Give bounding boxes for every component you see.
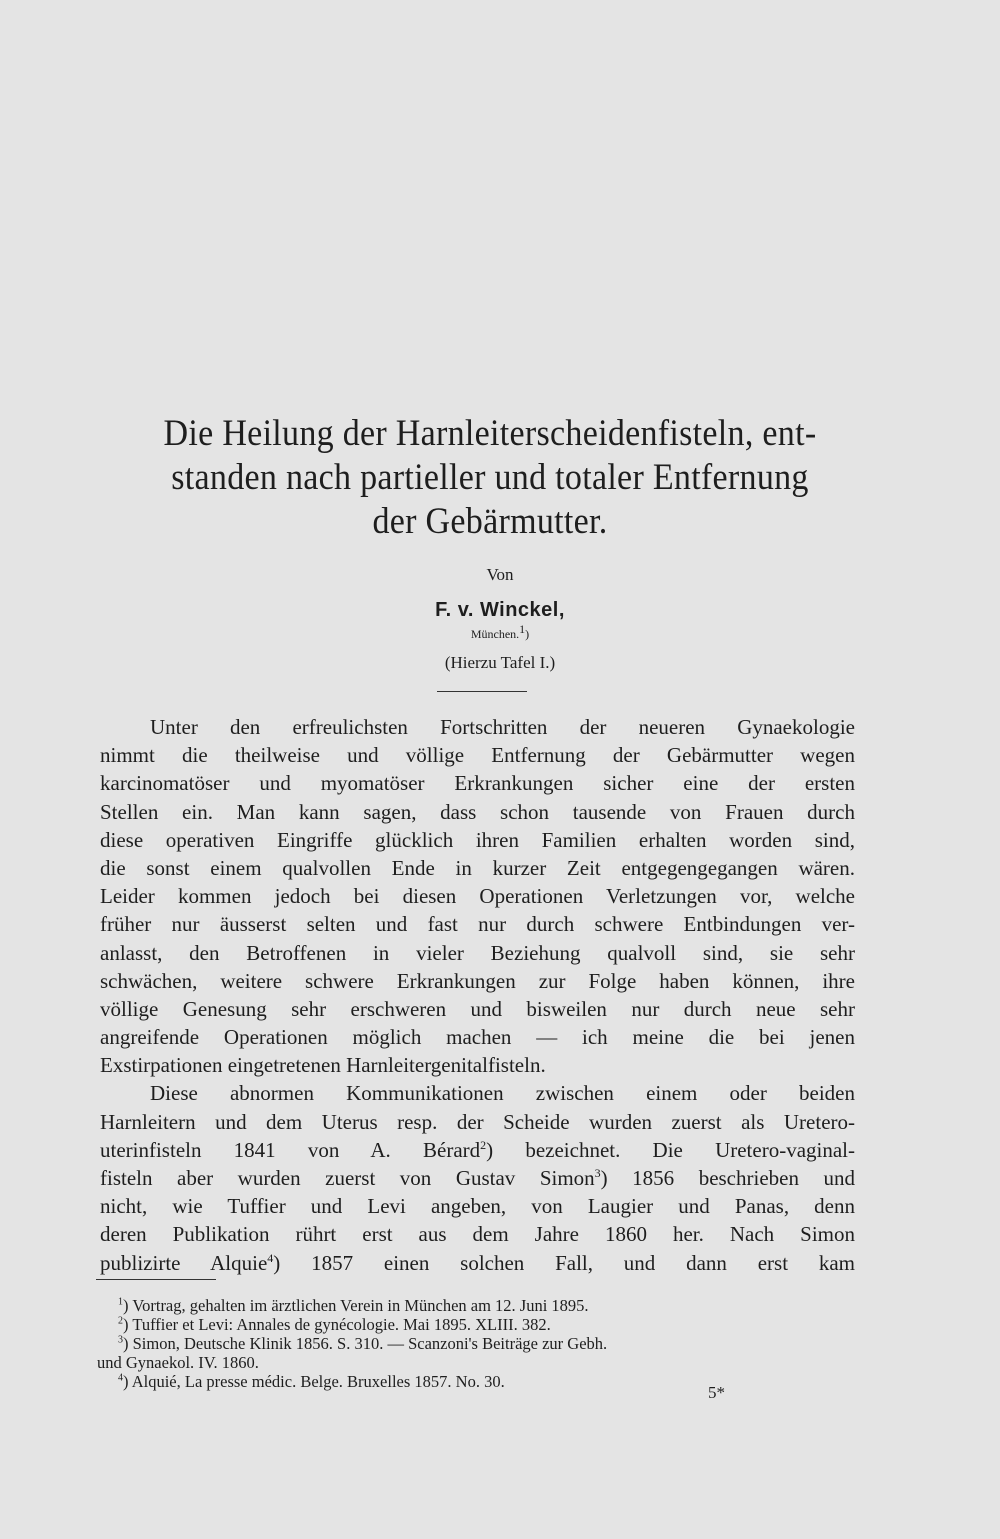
- text-segment: uterinfisteln 1841 von A. Bérard: [100, 1137, 481, 1162]
- title-line-2: standen nach partieller und totaler Entfernung: [171, 457, 809, 498]
- text-line: Diese abnormen Kommunikationen zwischen einem oder beiden: [150, 1081, 855, 1106]
- city-footnote-mark: 1: [519, 622, 526, 636]
- text-line: karcinomatöser und myomatöser Erkrankungen sicher eine der ersten: [100, 771, 855, 796]
- text-line: angreifende Operationen möglich machen — ich meine die bei jenen: [100, 1025, 855, 1050]
- text-line: [100, 1164, 855, 1192]
- title-line-1: Die Heilung der Harnleiterscheidenfisteln, ent-: [163, 413, 817, 454]
- text-segment: ) 1857 einen solchen Fall, und dann erst kam: [273, 1250, 855, 1275]
- page-number: 5*: [708, 1383, 725, 1402]
- footnote-1: [118, 1296, 858, 1315]
- title-line-3: der Gebärmutter.: [372, 501, 608, 542]
- text-segment: fisteln aber wurden zuerst von Gustav Simon: [100, 1166, 595, 1190]
- footnote-text: ) Vortrag, gehalten im ärztlichen Verein in München am 12. Juni 1895.: [123, 1296, 589, 1315]
- text-line: Exstirpationen eingetretenen Harnleitergenitalfisteln.: [100, 1053, 546, 1078]
- text-line: nimmt die theilweise und völlige Entfernung der Gebärmutter wegen: [100, 743, 855, 768]
- footnotes: [97, 1296, 858, 1391]
- footnote-ref: 4: [267, 1250, 274, 1265]
- author-city: München.$^1$): [470, 622, 530, 641]
- city-text: München.: [470, 627, 520, 641]
- text-line: früher nur äusserst selten und fast nur durch schwere Entbindungen ver-: [100, 912, 855, 937]
- title-divider: [437, 691, 527, 692]
- text-line: schwächen, weitere schwere Erkrankungen zur Folge haben können, ihre: [100, 968, 855, 993]
- footnote-text: ) Tuffier et Levi: Annales de gynécologie. Mai 1895. XLIII. 382.: [123, 1315, 551, 1334]
- text-line: Unter den erfreulichsten Fortschritten der neueren Gynaekologie: [150, 715, 855, 739]
- footnote-number: 1: [118, 1296, 123, 1308]
- byline-von: Von: [486, 565, 514, 584]
- footnote-text: ) Alquié, La presse médic. Belge. Bruxelles 1857. No. 30.: [123, 1372, 505, 1391]
- body-text: [100, 713, 855, 1277]
- footnote-3: [118, 1334, 858, 1353]
- text-segment: publizirte Alquie: [100, 1250, 268, 1275]
- footnote-number: 2: [118, 1315, 123, 1327]
- footnote-ref: 3: [594, 1166, 601, 1180]
- text-line: [100, 1136, 855, 1164]
- footnote-number: 4: [118, 1372, 123, 1384]
- text-line: Leider kommen jedoch bei diesen Operationen Verletzungen vor, welche: [100, 884, 855, 909]
- footnote-4: [118, 1372, 858, 1391]
- footnote-2: [118, 1315, 858, 1334]
- text-line: nicht, wie Tuffier und Levi angeben, von Laugier und Panas, denn: [100, 1194, 855, 1219]
- footnote-number: 3: [118, 1334, 123, 1346]
- footnote-ref: 2: [480, 1137, 487, 1152]
- footnote-divider: [96, 1279, 216, 1280]
- text-line: [100, 1249, 855, 1277]
- footnote-text: ) Simon, Deutsche Klinik 1856. S. 310. — Scanzoni's Beiträge zur Gebh.: [123, 1334, 608, 1353]
- text-line: Harnleitern und dem Uterus resp. der Scheide wurden zuerst als Uretero-: [100, 1109, 855, 1134]
- text-line: deren Publikation rührt erst aus dem Jahre 1860 her. Nach Simon: [100, 1222, 855, 1247]
- text-line: Stellen ein. Man kann sagen, dass schon tausende von Frauen durch: [100, 799, 855, 824]
- text-line: anlasst, den Betroffenen in vieler Beziehung qualvoll sind, sie sehr: [100, 940, 855, 965]
- text-segment: ) bezeichnet. Die Uretero-vaginal-: [486, 1137, 856, 1162]
- text-line: völlige Genesung sehr erschweren und bisweilen nur durch neue sehr: [100, 996, 855, 1021]
- text-line: die sonst einem qualvollen Ende in kurzer Zeit entgegengegangen wären.: [100, 855, 855, 880]
- footnote-3-continued: und Gynaekol. IV. 1860.: [97, 1353, 259, 1372]
- text-segment: ) 1856 beschrieben und: [600, 1166, 855, 1190]
- text-line: diese operativen Eingriffe glücklich ihren Familien erhalten worden sind,: [100, 827, 855, 852]
- article-title: [127, 412, 854, 544]
- author-name: F. v. Winckel,: [435, 599, 565, 621]
- plate-reference: (Hierzu Tafel I.): [444, 653, 556, 672]
